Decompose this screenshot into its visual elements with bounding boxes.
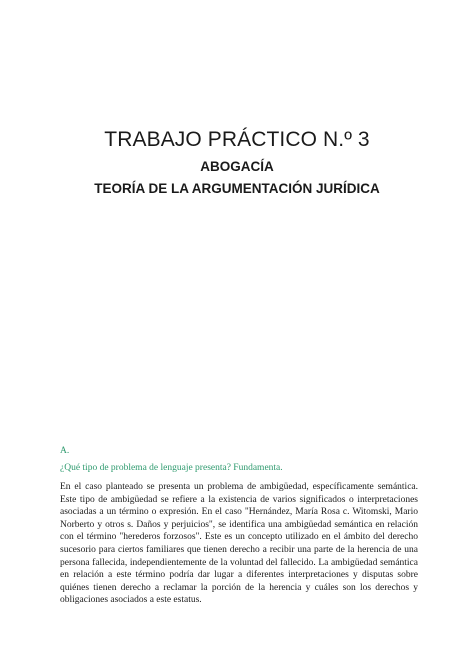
subject-heading: TEORÍA DE LA ARGUMENTACIÓN JURÍDICA <box>94 181 380 196</box>
answer-paragraph: En el caso planteado se presenta un problema de ambigüedad, específicamente semántica. Este tipo de ambigüedad se refiere a la existencia de varios significados o interpretaciones asociadas a un término o expresión. En el caso "Hernández, María Rosa c. Witomski, Mario Norberto y otros s. Daños y perjuicios", se identifica una ambigüedad semántica en relación con el término "herederos forzosos". Este es un concepto utilizado en el ámbito del derecho sucesorio para ciertos familiares que tienen derecho a recibir una parte de la herencia de una persona fallecida, independientemente de la voluntad del fallecido. La ambigüedad semántica en relación a este término podría dar lugar a diferentes interpretaciones y disputas sobre quiénes tienen derecho a reclamar la porción de la herencia y cuáles son los derechos y obligaciones asociados a este estatus. <box>60 482 418 606</box>
document-title: TRABAJO PRÁCTICO N.º 3 <box>104 128 370 151</box>
question-text: ¿Qué tipo de problema de lenguaje presenta? Fundamenta. <box>60 463 283 473</box>
career-heading: ABOGACÍA <box>200 159 274 174</box>
section-letter: A. <box>60 446 70 456</box>
